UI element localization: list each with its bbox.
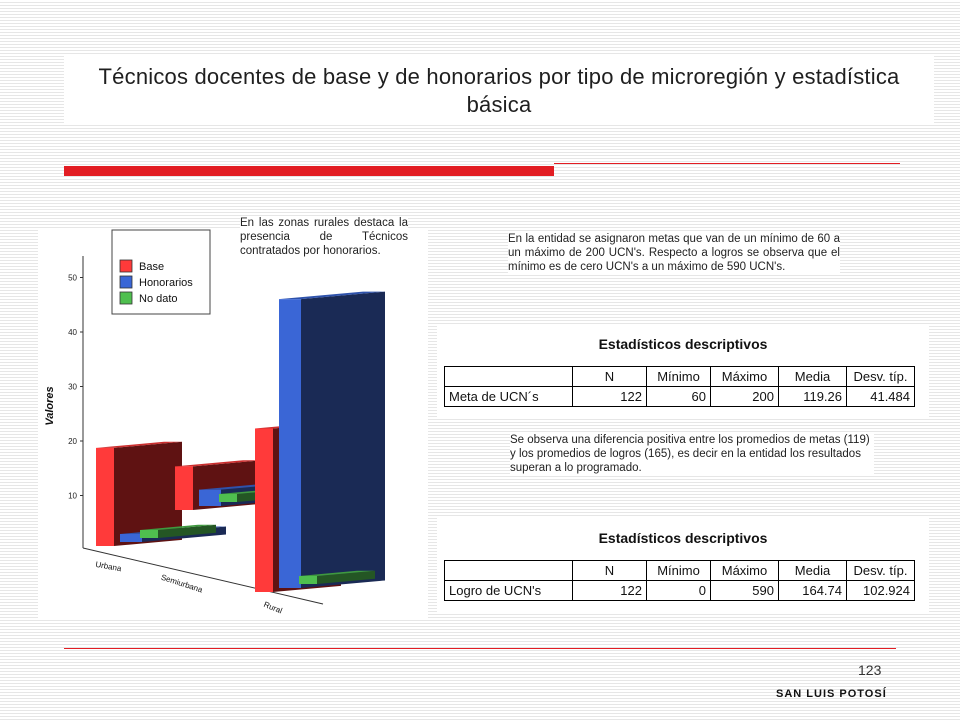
- x-category-label: Semiurbana: [159, 572, 204, 595]
- bar-side-honorarios: [301, 292, 385, 588]
- row-label: Logro de UCN's: [445, 581, 573, 601]
- bar-front-base: [175, 466, 193, 510]
- stats-table-metas: [437, 324, 929, 418]
- stats-grid-metas: [444, 366, 915, 407]
- bar-front-no-dato: [219, 494, 237, 502]
- header-cell: N: [573, 367, 647, 387]
- bar-front-honorarios: [199, 490, 221, 506]
- note-rural: [240, 216, 408, 258]
- y-tick-label: 10: [68, 491, 77, 501]
- slide-title: [64, 55, 934, 125]
- note-metas-text: En la entidad se asignaron metas que van de un mínimo de 60 a un máximo de 200 UCN's. Respecto a logros se observa que el mínimo es de cero UCN's a un máximo de 590 UCN's.: [508, 233, 840, 273]
- header-cell: Desv. típ.: [847, 367, 915, 387]
- chart-legend: [112, 230, 210, 314]
- chart-panel: [38, 228, 428, 618]
- stats-title-logros: Estadísticos descriptivos: [598, 530, 768, 546]
- bar-front-no-dato: [140, 530, 158, 538]
- bar-front-no-dato: [299, 576, 317, 584]
- footer-state-name: SAN LUIS POTOSÍ: [776, 688, 887, 700]
- header-cell: Mínimo: [647, 367, 711, 387]
- red-divider-bottom: [64, 648, 896, 649]
- header-cell: Media: [779, 561, 847, 581]
- row-label: Meta de UCN´s: [445, 387, 573, 407]
- header-cell: Máximo: [711, 367, 779, 387]
- red-divider-top: [554, 163, 900, 164]
- value-cell: 590: [711, 581, 779, 601]
- note-diferencia: [510, 433, 874, 475]
- note-rural-text: En las zonas rurales destaca la presencia de Técnicos contratados por honorarios.: [240, 217, 408, 257]
- value-cell: 200: [711, 387, 779, 407]
- header-cell: Máximo: [711, 561, 779, 581]
- chart-bars: [96, 292, 385, 592]
- stats-title-metas: Estadísticos descriptivos: [598, 336, 768, 352]
- legend-swatch: [120, 260, 132, 272]
- value-cell: 122: [573, 581, 647, 601]
- legend-swatch: [120, 276, 132, 288]
- legend-label: No dato: [139, 293, 178, 305]
- page-number: 123: [858, 662, 882, 678]
- y-axis-label: Valores: [44, 386, 56, 426]
- bar-front-honorarios: [279, 299, 301, 588]
- bar-front-honorarios: [120, 534, 142, 542]
- value-cell: 164.74: [779, 581, 847, 601]
- bar-chart: [38, 228, 428, 618]
- red-accent-bar: [64, 166, 554, 176]
- header-cell: [445, 367, 573, 387]
- bar-front-base: [96, 448, 114, 546]
- value-cell: 41.484: [847, 387, 915, 407]
- y-tick-label: 20: [68, 437, 77, 446]
- header-cell: Media: [779, 367, 847, 387]
- slide-title-text: Técnicos docentes de base y de honorarios por tipo de microregión y estadística básica: [98, 64, 900, 117]
- header-cell: [445, 561, 573, 581]
- x-category-label: Rural: [262, 599, 284, 616]
- y-tick-label: 40: [68, 328, 77, 337]
- bar-front-base: [255, 429, 273, 593]
- legend-label: Base: [139, 261, 165, 273]
- legend-label: Honorarios: [139, 277, 193, 289]
- value-cell: 60: [647, 387, 711, 407]
- value-cell: 122: [573, 387, 647, 407]
- legend-swatch: [120, 292, 132, 304]
- header-cell: Mínimo: [647, 561, 711, 581]
- stats-grid-logros: [444, 560, 915, 601]
- header-cell: Desv. típ.: [847, 561, 915, 581]
- x-category-label: Urbana: [94, 559, 123, 574]
- value-cell: 119.26: [779, 387, 847, 407]
- header-cell: N: [573, 561, 647, 581]
- value-cell: 0: [647, 581, 711, 601]
- stats-table-logros: [437, 518, 929, 612]
- y-tick-label: 50: [68, 273, 77, 283]
- value-cell: 102.924: [847, 581, 915, 601]
- y-tick-label: 30: [68, 382, 77, 392]
- note-diferencia-text: Se observa una diferencia positiva entre los promedios de metas (119) y los promedios de logros (165), es decir en la entidad los resultados superan a lo programado.: [510, 434, 870, 474]
- note-metas: [508, 232, 840, 274]
